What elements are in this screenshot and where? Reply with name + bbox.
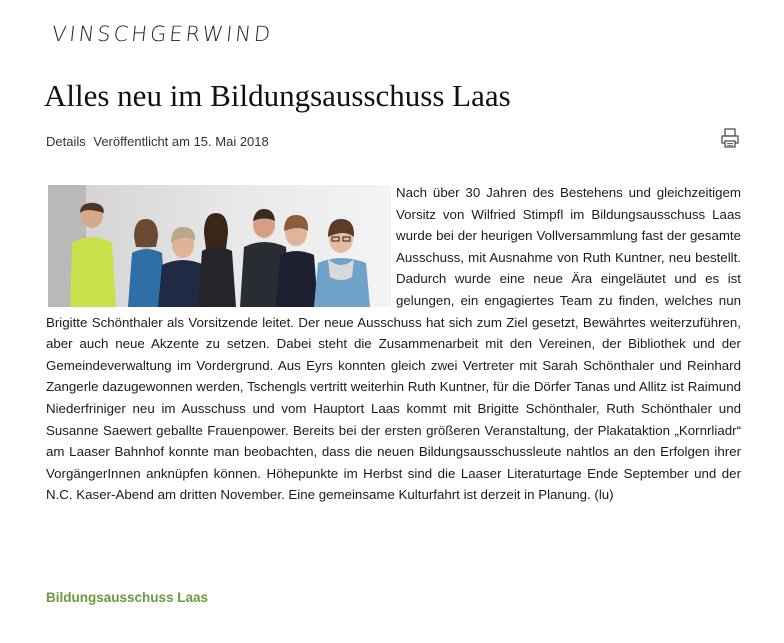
published-date: Veröffentlicht am 15. Mai 2018 (93, 134, 269, 149)
article-text: Nach über 30 Jahren des Bestehens und gleichzeitigem Vorsitz von Wilfried Stimpfl im Bildungsausschuss Laas wurde bei der heurigen Vollversammlung fast der gesamte Ausschuss, mit Ausnahme von Ruth Kuntner, neu bestellt. Dadurch wurde eine neue Ära eingeläutet und es ist gelungen, ein engagiertes Team zu finden, welches nun Brigitte Schönthaler als Vorsitzende leitet. Der neue Ausschuss hat sich zum Ziel gesetzt, Bewährtes weiterzuführen, aber auch neue Akzente zu setzen. Dabei steht die Zusammenarbeit mit den Vereinen, der Bibliothek und der Gemeindeverwaltung im Vordergrund. Aus Eyrs konnten gleich zwei Vertreter mit Sarah Schönthaler und Reinhard Zangerle dazugewonnen werden, Tschengls vertritt weiterhin Ruth Kuntner, für die Dörfer Tanas und Allitz ist Raimund Niederfriniger neu im Ausschuss und vom Hauptort Laas kommt mit Brigitte Schönthaler, Ruth Schönthaler und Susanne Saewert geballte Frauenpower. Bereits bei der ersten größeren Veranstaltung, der Plakataktion „Kornrliadr“ am Laaser Bahnhof konnte man beobachten, dass die neuen Bildungsausschussleute nahtlos an den Erfolgen ihrer VorgängerInnen anknüpfen können. Höhepunkte im Herbst sind die Laaser Literaturtage Ende September und der N.C. Kaser-Abend am dritten November. Eine gemeinsame Kulturfahrt ist derzeit in Planung. (lu) (46, 185, 741, 503)
article-title: Alles neu im Bildungsausschuss Laas (44, 78, 511, 113)
article-source[interactable]: Bildungsausschuss Laas (46, 590, 209, 605)
article-body (46, 182, 741, 506)
handwritten-note: VINSCHGERWIND (50, 22, 275, 46)
print-icon[interactable] (721, 128, 739, 148)
details-label: Details (46, 134, 86, 149)
article-meta (46, 134, 269, 149)
photo-float-space (46, 182, 396, 310)
